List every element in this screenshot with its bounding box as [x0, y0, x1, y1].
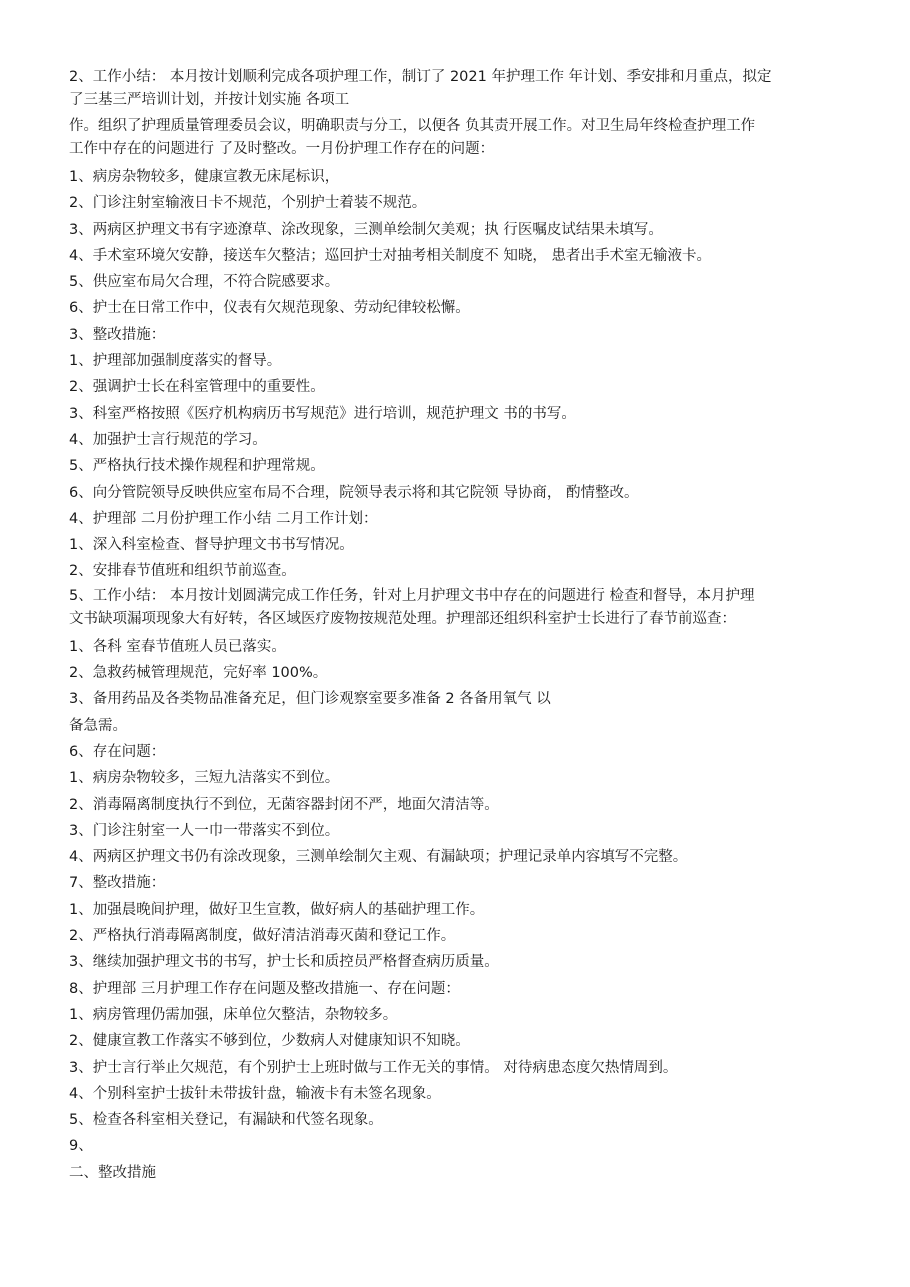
text-line: 5、检查各科室相关登记，有漏缺和代签名现象。 [69, 1112, 383, 1129]
text-line: 5、供应室布局欠合理，不符合院感要求。 [69, 274, 340, 291]
text-line: 2、强调护士长在科室管理中的重要性。 [69, 379, 325, 396]
text-line: 2、门诊注射室输液日卡不规范，个别护士着装不规范。 [69, 195, 427, 212]
text-line: 2、急救药械管理规范，完好率 100%。 [69, 665, 328, 682]
text-line: 3、门诊注射室一人一巾一带落实不到位。 [69, 822, 340, 839]
text-line: 1、各科 室春节值班人员已落实。 [69, 638, 286, 655]
text-line: 4、手术室环境欠安静，接送车欠整洁；巡回护士对抽考相关制度不 知晓， 患者出手术室无输液卡。 [69, 247, 711, 264]
text-line: 3、备用药品及各类物品准备充足，但门诊观察室要多准备 2 各备用氧气 以 [69, 691, 551, 708]
paragraph-line: 作。组织了护理质量管理委员会议，明确职责与分工，以便各 负其责开展工作。对卫生局年终检查护理工作 [69, 118, 756, 134]
text-line: 3、科室严格按照《医疗机构病历书写规范》进行培训，规范护理文 书的书写。 [69, 405, 576, 422]
text-line: 9、 [69, 1138, 93, 1155]
text-line: 1、深入科室检查、督导护理文书书写情况。 [69, 537, 354, 554]
text-line: 8、护理部 三月护理工作存在问题及整改措施一、存在问题： [69, 980, 460, 997]
text-line: 4、加强护士言行规范的学习。 [69, 431, 267, 448]
paragraph-line: 5、工作小结： 本月按计划圆满完成工作任务，针对上月护理文书中存在的问题进行 检查和督导，本月护理 [69, 587, 755, 604]
paragraph-line: 了三基三严培训计划，并按计划实施 各项工 [69, 92, 350, 108]
text-line: 4、护理部 二月份护理工作小结 二月工作计划： [69, 510, 378, 527]
text-line: 1、病房杂物较多，三短九洁落实不到位。 [69, 770, 340, 787]
paragraph [69, 115, 841, 161]
paragraph-line: 工作中存在的问题进行 了及时整改。一月份护理工作存在的问题： [69, 141, 495, 157]
text-line: 7、整改措施： [69, 875, 166, 892]
paragraph [69, 66, 841, 112]
text-line: 3、整改措施： [69, 326, 166, 343]
text-line: 5、严格执行技术操作规程和护理常规。 [69, 458, 325, 475]
text-line: 1、护理部加强制度落实的督导。 [69, 353, 282, 370]
paragraph-line: 2、工作小结： 本月按计划顺利完成各项护理工作，制订了 2021 年护理工作 年计划、季安排和月重点，拟定 [69, 69, 772, 85]
text-line: 4、个别科室护士拔针未带拔针盘，输液卡有未签名现象。 [69, 1085, 441, 1102]
text-line: 3、护士言行举止欠规范，有个别护士上班时做与工作无关的事情。 对待病患态度欠热情周到。 [69, 1059, 678, 1076]
text-line: 3、继续加强护理文书的书写，护士长和质控员严格督查病历质量。 [69, 954, 499, 971]
text-line: 2、严格执行消毒隔离制度，做好清洁消毒灭菌和登记工作。 [69, 928, 456, 945]
text-line: 1、病房杂物较多，健康宣教无床尾标识， [69, 169, 340, 185]
text-line: 6、护士在日常工作中，仪表有欠规范现象、劳动纪律较松懈。 [69, 300, 470, 317]
text-line: 1、加强晨晚间护理，做好卫生宣教，做好病人的基础护理工作。 [69, 901, 485, 918]
text-line: 6、存在问题： [69, 743, 166, 760]
paragraph [69, 585, 841, 631]
text-line: 4、两病区护理文书仍有涂改现象，三测单绘制欠主观、有漏缺项；护理记录单内容填写不完整。 [69, 849, 688, 866]
text-line: 6、向分管院领导反映供应室布局不合理，院领导表示将和其它院领 导协商， 酌情整改。 [69, 484, 639, 501]
paragraph-line: 文书缺项漏项现象大有好转，各区域医疗废物按规范处理。护理部还组织科室护士长进行了春节前巡查： [69, 610, 736, 627]
document-body [69, 66, 841, 1186]
text-line: 1、病房管理仍需加强，床单位欠整洁，杂物较多。 [69, 1006, 398, 1023]
text-line: 3、两病区护理文书有字迹潦草、涂改现象，三测单绘制欠美观；执 行医嘱皮试结果未填写。 [69, 221, 663, 238]
text-line: 2、消毒隔离制度执行不到位，无菌容器封闭不严，地面欠清洁等。 [69, 796, 499, 813]
text-line: 二、整改措施 [69, 1164, 156, 1181]
text-line: 备急需。 [69, 717, 127, 734]
text-line: 2、健康宣教工作落实不够到位，少数病人对健康知识不知晓。 [69, 1033, 470, 1050]
text-line: 2、安排春节值班和组织节前巡查。 [69, 563, 296, 580]
